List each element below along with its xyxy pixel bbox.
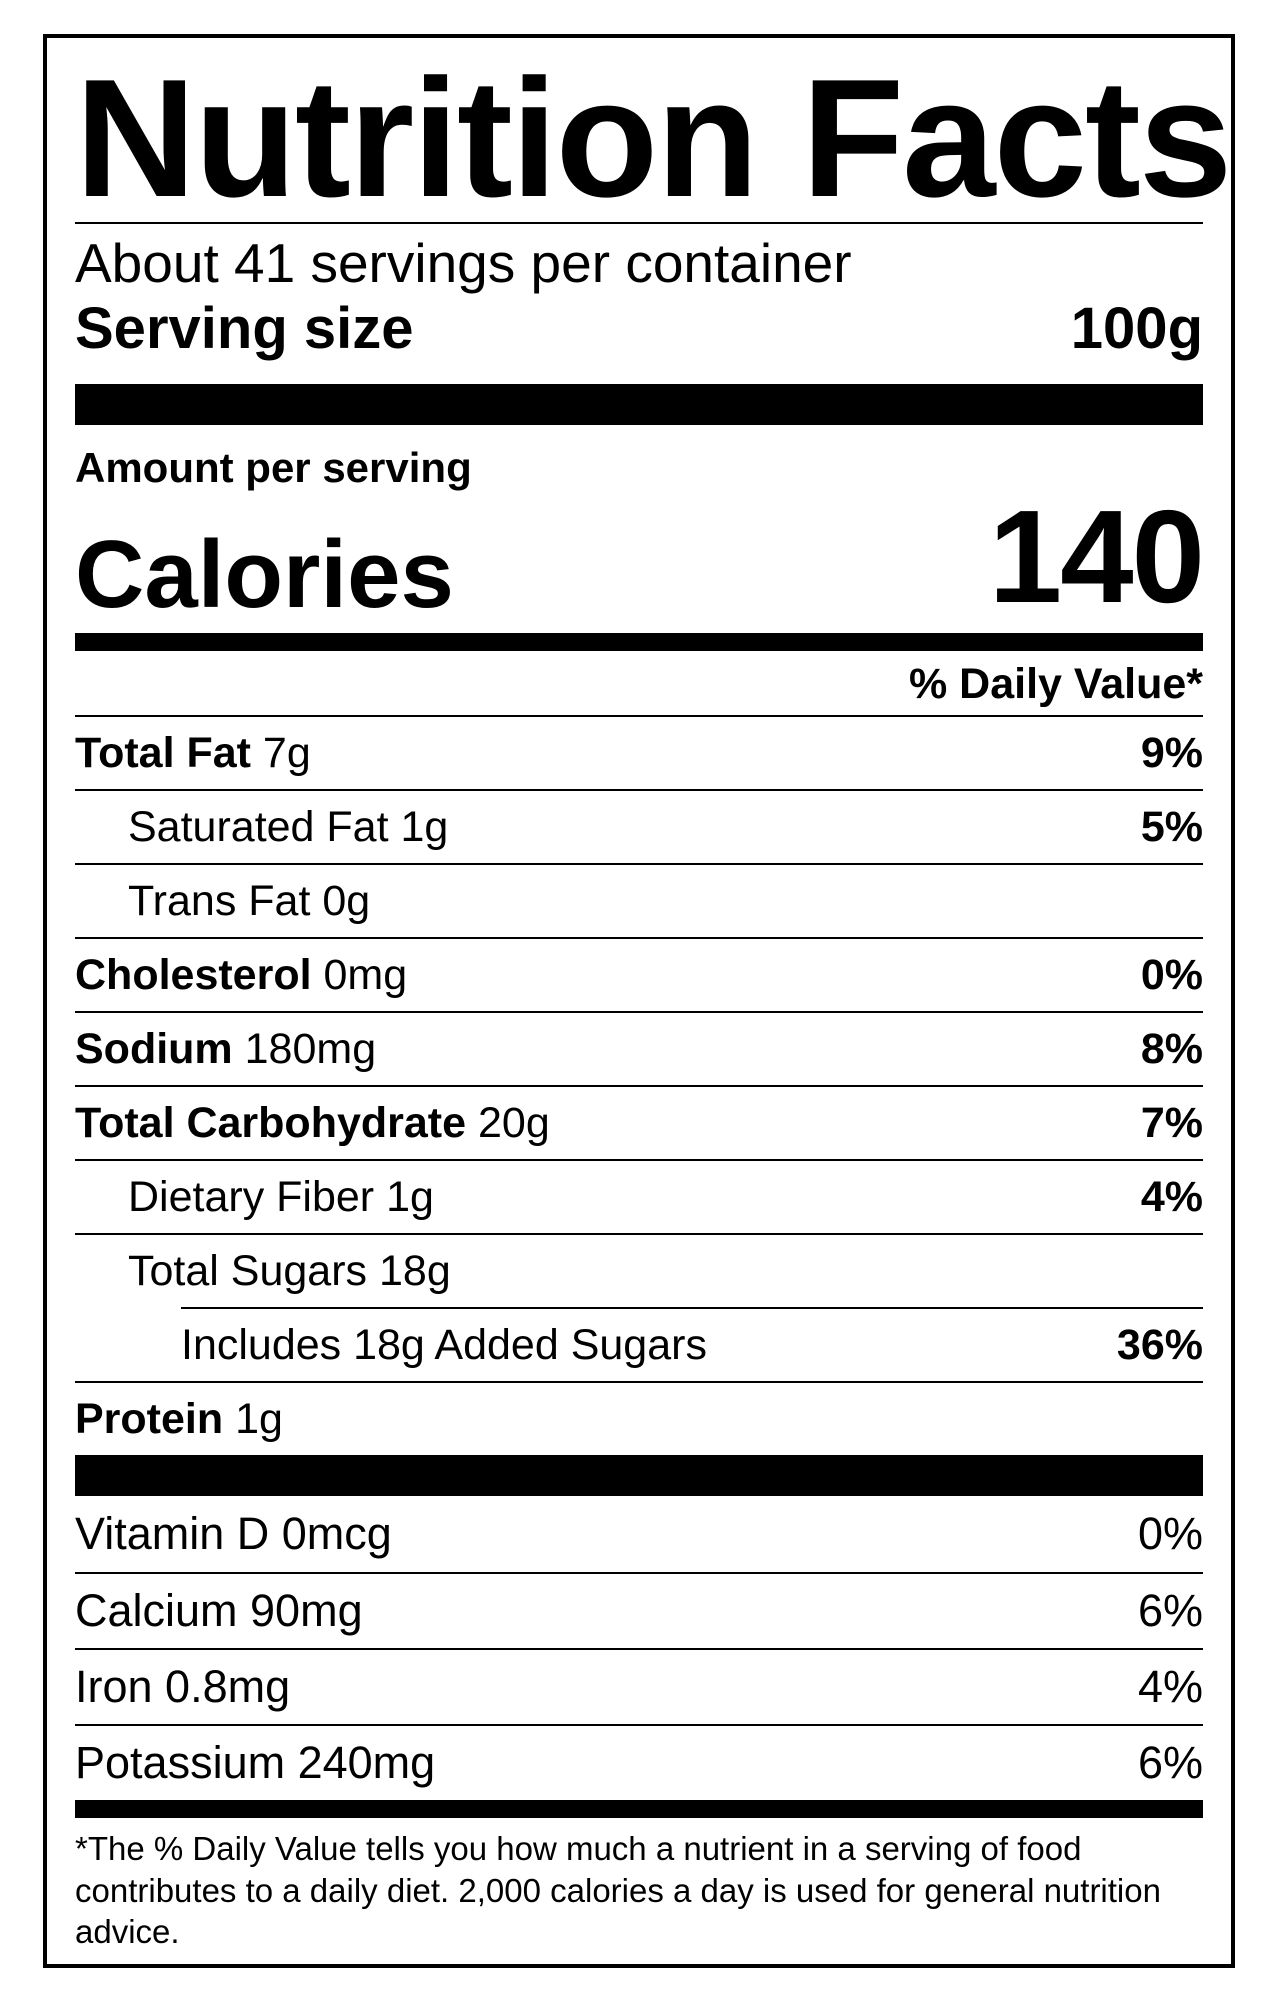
vitamin-row-vitamin-d — [75, 1496, 1203, 1572]
footnote-divider — [75, 1800, 1203, 1818]
label-content — [75, 38, 1231, 1964]
nutrient-row-total-fat — [75, 715, 1203, 789]
daily-value-header: % Daily Value* — [909, 660, 1203, 708]
nutrient-amount: 180mg — [244, 1024, 377, 1073]
nutrient-name: Saturated Fat — [128, 802, 389, 851]
nutrient-dv: 7% — [1140, 1098, 1203, 1147]
nutrient-label — [181, 1321, 707, 1370]
nutrient-row-cholesterol — [75, 937, 1203, 1011]
nutrient-row-dietary-fiber — [75, 1159, 1203, 1233]
nutrient-label — [75, 803, 448, 852]
servings-per-container: About 41 servings per container — [75, 232, 852, 294]
vitamin-label: Iron 0.8mg — [75, 1661, 291, 1712]
nutrient-row-added-sugars — [181, 1307, 1203, 1381]
nutrient-label — [75, 1395, 283, 1444]
nutrient-label — [75, 1099, 550, 1148]
vitamin-dv: 6% — [1137, 1737, 1203, 1788]
serving-size-row — [75, 296, 1203, 361]
nutrition-facts-label — [43, 34, 1235, 1968]
nutrient-row-total-sugars — [75, 1233, 1203, 1307]
nutrient-row-saturated-fat — [75, 789, 1203, 863]
nutrient-name: Total Carbohydrate — [75, 1098, 467, 1147]
daily-value-footnote: *The % Daily Value tells you how much a nutrient in a serving of food contributes to a daily diet. 2,000 calories a day is used for general nutrition advice. — [75, 1830, 1161, 1951]
medium-divider — [75, 633, 1203, 651]
nutrient-name: Total Sugars — [128, 1246, 368, 1295]
nutrient-label — [75, 1247, 451, 1296]
nutrient-name: Trans Fat — [128, 876, 311, 925]
nutrient-dv: 8% — [1140, 1024, 1203, 1073]
thick-divider-vitamins — [75, 1455, 1203, 1496]
calories-value: 140 — [988, 483, 1203, 630]
calories-label: Calories — [75, 521, 454, 628]
nutrient-name: Total Fat — [75, 728, 251, 777]
nutrient-name: Sodium — [75, 1024, 233, 1073]
nutrient-dv: 36% — [1116, 1320, 1203, 1369]
vitamin-dv: 0% — [1137, 1508, 1203, 1559]
vitamin-row-iron — [75, 1648, 1203, 1724]
nutrient-row-protein — [75, 1381, 1203, 1455]
nutrient-name: Includes 18g Added Sugars — [181, 1320, 707, 1369]
nutrient-row-sodium — [75, 1011, 1203, 1085]
nutrient-row-trans-fat — [75, 863, 1203, 937]
nutrient-label — [75, 877, 370, 926]
nutrient-label — [75, 951, 407, 1000]
amount-per-serving: Amount per serving — [75, 444, 472, 491]
nutrient-dv: 4% — [1140, 1172, 1203, 1221]
calories-row — [75, 483, 1203, 630]
nutrient-dv: 9% — [1140, 728, 1203, 777]
nutrient-amount: 7g — [262, 728, 311, 777]
nutrient-amount: 1g — [235, 1394, 283, 1443]
vitamin-dv: 4% — [1137, 1661, 1203, 1712]
nutrient-amount: 1g — [386, 1172, 434, 1221]
nutrient-dv: 5% — [1140, 802, 1203, 851]
vitamin-label: Vitamin D 0mcg — [75, 1508, 392, 1559]
thick-divider-top — [75, 384, 1203, 425]
serving-size-value: 100g — [1070, 296, 1203, 361]
nutrient-label — [75, 729, 311, 778]
nutrient-label — [75, 1173, 434, 1222]
nutrient-name: Dietary Fiber — [128, 1172, 375, 1221]
vitamin-row-calcium — [75, 1572, 1203, 1648]
nutrient-row-total-carbohydrate — [75, 1085, 1203, 1159]
nutrient-amount: 0mg — [323, 950, 408, 999]
nutrient-name: Cholesterol — [75, 950, 312, 999]
vitamin-dv: 6% — [1137, 1585, 1203, 1636]
vitamin-label: Calcium 90mg — [75, 1585, 363, 1636]
nutrient-label — [75, 1025, 376, 1074]
nutrient-name: Protein — [75, 1394, 224, 1443]
nutrient-amount: 20g — [477, 1098, 550, 1147]
nutrient-amount: 0g — [322, 876, 371, 925]
serving-size-label: Serving size — [75, 296, 414, 361]
nutrient-amount: 1g — [400, 802, 449, 851]
label-title: Nutrition Facts — [75, 44, 1231, 232]
nutrient-amount: 18g — [378, 1246, 451, 1295]
vitamin-row-potassium — [75, 1724, 1203, 1800]
nutrient-dv: 0% — [1140, 950, 1203, 999]
vitamin-label: Potassium 240mg — [75, 1737, 436, 1788]
